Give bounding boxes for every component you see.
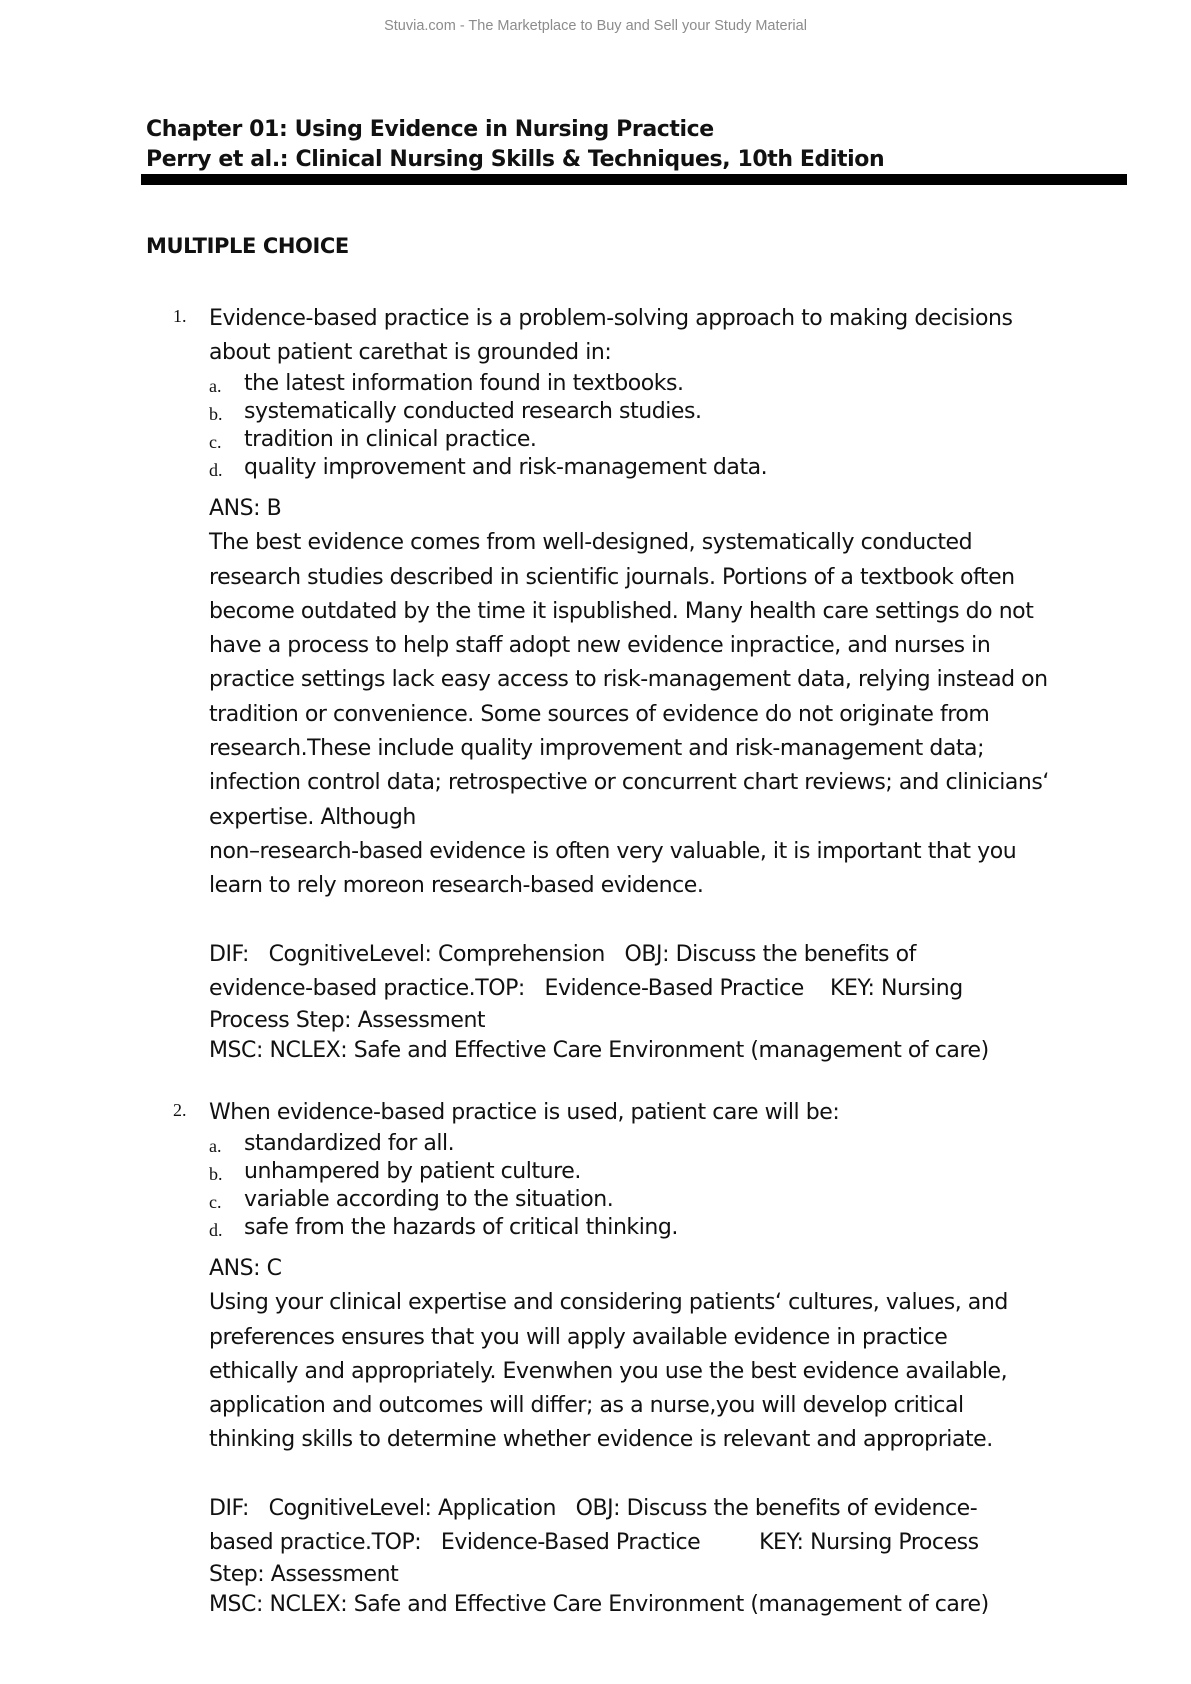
answer-block	[209, 1252, 1124, 1458]
option-letter: c.	[209, 1192, 222, 1212]
metadata-line: Step: Assessment	[209, 1562, 399, 1588]
option-letter: b.	[209, 1164, 223, 1184]
rationale-line: application and outcomes will differ; as a nurse,you will develop critical	[209, 1393, 964, 1419]
option-letter: b.	[209, 404, 223, 424]
rationale-line: become outdated by the time it ispublished. Many health care settings do not	[209, 598, 1034, 624]
rationale-line: thinking skills to determine whether evidence is relevant and appropriate.	[209, 1427, 993, 1453]
msc-line: MSC: NCLEX: Safe and Effective Care Environment (management of care)	[209, 1038, 989, 1064]
rationale-line: The best evidence comes from well-designed, systematically conducted	[209, 530, 973, 556]
metadata-line: DIF: CognitiveLevel: Application OBJ: Discuss the benefits of evidence-	[209, 1495, 978, 1521]
metadata-block	[209, 1492, 1124, 1621]
option-a	[146, 1130, 1126, 1158]
option-letter: c.	[209, 432, 222, 452]
stem-line: When evidence-based practice is used, patient care will be:	[209, 1100, 840, 1125]
question-2	[146, 1096, 1126, 1620]
option-letter: d.	[209, 1220, 223, 1240]
option-c	[146, 426, 1126, 454]
rationale-line: research studies described in scientific journals. Portions of a textbook often	[209, 564, 1015, 590]
question-stem	[146, 302, 1126, 370]
answer-key: ANS: C	[209, 1256, 282, 1281]
rationale-line: preferences ensures that you will apply available evidence in practice	[209, 1324, 948, 1350]
rationale-line: learn to rely moreon research-based evidence.	[209, 873, 704, 899]
rationale-line: tradition or convenience. Some sources of evidence do not originate from	[209, 701, 990, 727]
msc-line: MSC: NCLEX: Safe and Effective Care Environment (management of care)	[209, 1592, 989, 1618]
metadata-line: DIF: CognitiveLevel: Comprehension OBJ: Discuss the benefits of	[209, 941, 916, 967]
rationale-line: non–research-based evidence is often very valuable, it is important that you	[209, 838, 1017, 864]
rationale-line: ethically and appropriately. Evenwhen you use the best evidence available,	[209, 1358, 1008, 1384]
option-text: variable according to the situation.	[244, 1187, 614, 1212]
rationale-line: research.These include quality improvement and risk-management data;	[209, 736, 985, 762]
section-title: MULTIPLE CHOICE	[146, 234, 349, 258]
document-header	[146, 115, 1126, 175]
metadata-line: evidence-based practice.TOP: Evidence-Based Practice KEY: Nursing	[209, 975, 963, 1001]
metadata-line: Process Step: Assessment	[209, 1008, 486, 1034]
option-text: unhampered by patient culture.	[244, 1159, 581, 1184]
watermark: Stuvia.com - The Marketplace to Buy and Sell your Study Material	[384, 18, 807, 34]
rationale-line: expertise. Although	[209, 804, 416, 830]
header-rule	[141, 174, 1127, 185]
options-list	[146, 1130, 1126, 1242]
chapter-title: Chapter 01: Using Evidence in Nursing Practice	[146, 117, 714, 142]
option-text: standardized for all.	[244, 1131, 455, 1156]
answer-key: ANS: B	[209, 496, 282, 521]
option-text: safe from the hazards of critical thinking.	[244, 1215, 678, 1240]
rationale-line: infection control data; retrospective or concurrent chart reviews; and clinicians‘	[209, 770, 1049, 796]
option-letter: a.	[209, 1136, 222, 1156]
rationale-line: practice settings lack easy access to risk-management data, relying instead on	[209, 667, 1048, 693]
metadata-line: based practice.TOP: Evidence-Based Practice KEY: Nursing Process	[209, 1530, 979, 1556]
option-b	[146, 398, 1126, 426]
question-number: 2.	[173, 1100, 187, 1120]
option-text: the latest information found in textbooks.	[244, 371, 684, 396]
option-text: tradition in clinical practice.	[244, 427, 537, 452]
option-c	[146, 1186, 1126, 1214]
metadata-block	[209, 938, 1124, 1067]
stem-line: Evidence-based practice is a problem-solving approach to making decisions	[209, 306, 1013, 331]
rationale-line: Using your clinical expertise and considering patients‘ cultures, values, and	[209, 1290, 1008, 1316]
stem-line: about patient carethat is grounded in:	[209, 340, 612, 365]
rationale-line: have a process to help staff adopt new evidence inpractice, and nurses in	[209, 633, 991, 659]
option-d	[146, 454, 1126, 482]
book-title: Perry et al.: Clinical Nursing Skills & Techniques, 10th Edition	[146, 147, 885, 172]
question-number: 1.	[173, 306, 187, 326]
option-text: systematically conducted research studies.	[244, 399, 702, 424]
option-letter: d.	[209, 460, 223, 480]
question-stem	[146, 1096, 1126, 1130]
option-text: quality improvement and risk-management data.	[244, 455, 768, 480]
option-d	[146, 1214, 1126, 1242]
answer-block	[209, 492, 1124, 904]
option-a	[146, 370, 1126, 398]
options-list	[146, 370, 1126, 482]
question-1	[146, 302, 1126, 1066]
option-b	[146, 1158, 1126, 1186]
option-letter: a.	[209, 376, 222, 396]
